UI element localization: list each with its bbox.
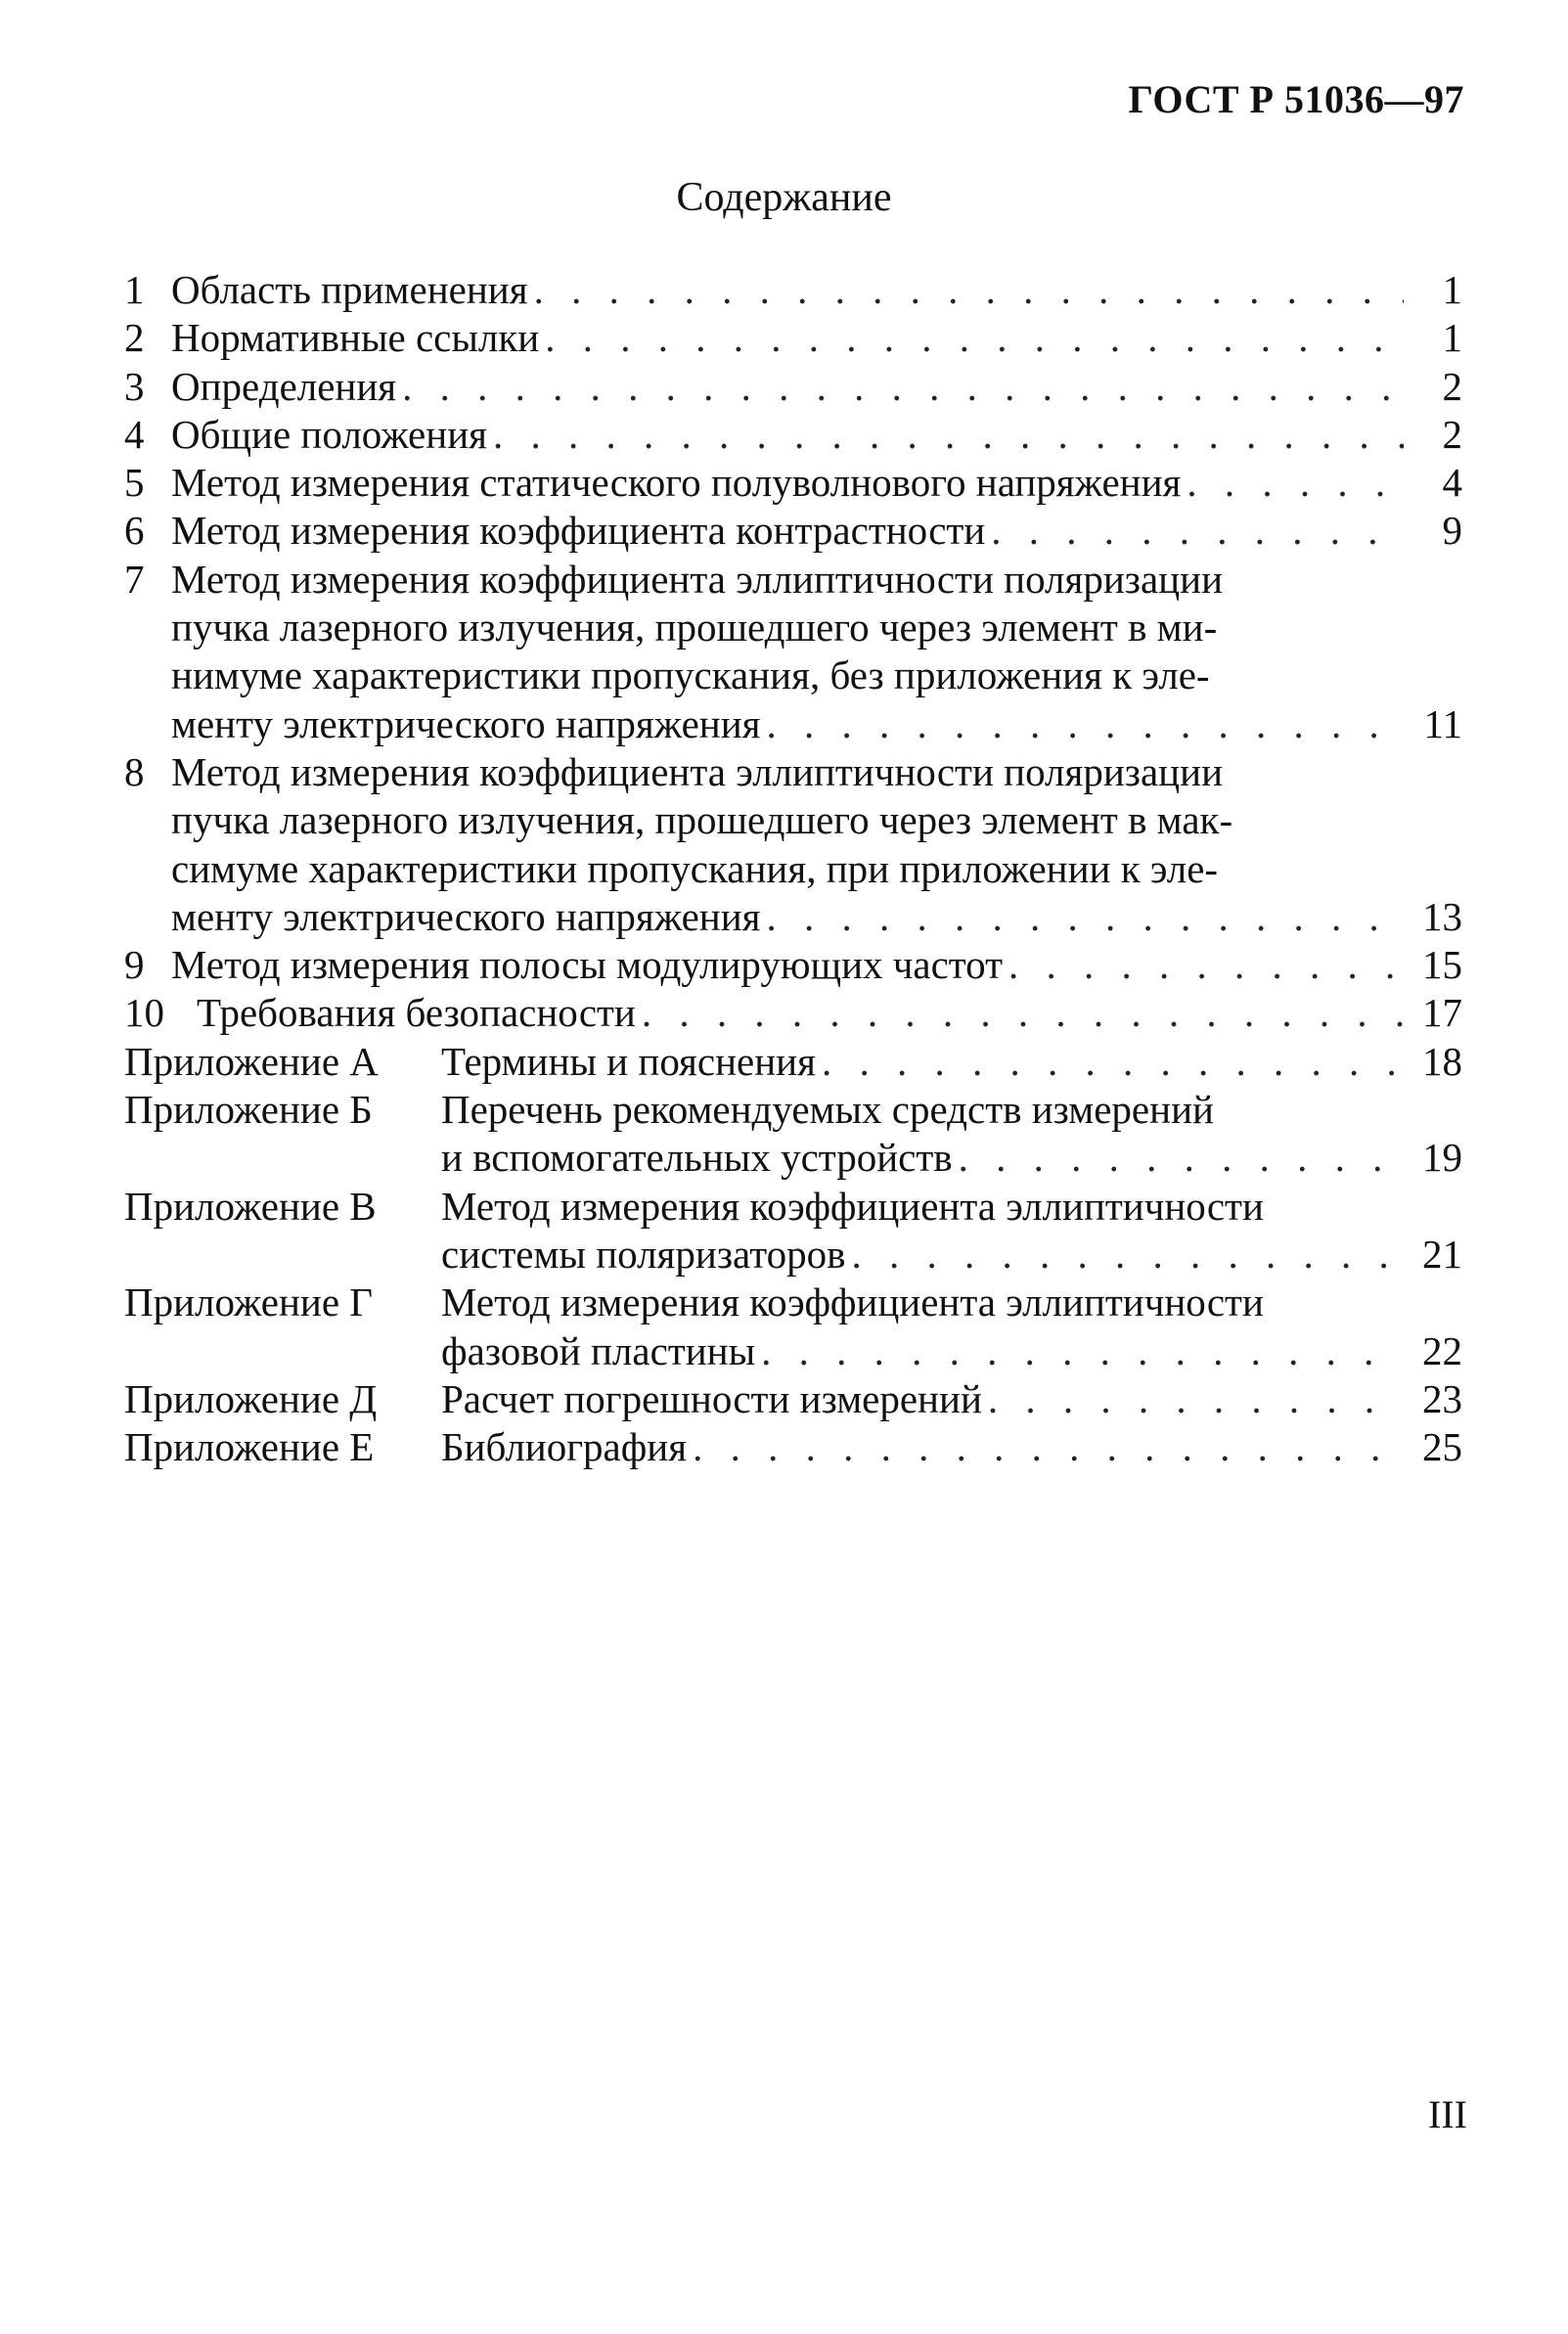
leader-dots bbox=[767, 893, 1404, 941]
toc-entry-page: 22 bbox=[1422, 1327, 1462, 1373]
toc-entry-appendix[interactable] bbox=[124, 1086, 1462, 1183]
toc-entry-title: Библиография bbox=[441, 1424, 688, 1470]
leader-dots bbox=[1008, 941, 1404, 989]
toc-entry[interactable] bbox=[124, 266, 1462, 314]
toc-entry-title-line: менту электрического напряжения bbox=[171, 893, 761, 939]
toc-entry-title-line: системы поляризаторов bbox=[441, 1231, 846, 1277]
toc-entry-number: 5 bbox=[124, 460, 145, 506]
toc-entry-title-line: Метод измерения коэффициента эллиптичности поляризации bbox=[171, 556, 1224, 602]
toc-entry-number: 6 bbox=[124, 508, 145, 554]
toc-entry-page: 2 bbox=[1442, 363, 1462, 409]
toc-entry[interactable] bbox=[124, 507, 1462, 555]
toc-entry-appendix[interactable] bbox=[124, 1375, 1462, 1423]
toc-entry-number: 4 bbox=[124, 411, 145, 457]
document-code: ГОСТ Р 51036—97 bbox=[1128, 77, 1464, 121]
leader-dots bbox=[693, 1423, 1404, 1471]
toc-entry-page: 18 bbox=[1422, 1038, 1462, 1084]
leader-dots bbox=[991, 507, 1404, 555]
leader-dots bbox=[545, 314, 1404, 362]
toc-entry-title-line: Метод измерения коэффициента эллиптичности поляризации bbox=[171, 748, 1224, 794]
toc-entry-number: 1 bbox=[124, 267, 145, 312]
toc-appendix-label: Приложение Б bbox=[124, 1087, 373, 1133]
leader-dots bbox=[988, 1375, 1404, 1423]
toc-appendix-label: Приложение Г bbox=[124, 1279, 374, 1325]
toc-entry-page: 4 bbox=[1442, 460, 1462, 506]
toc-entry[interactable] bbox=[124, 314, 1462, 362]
toc-entry-page: 11 bbox=[1423, 700, 1462, 746]
leader-dots bbox=[959, 1134, 1404, 1182]
toc-entry-title-line: Метод измерения коэффициента эллиптичности bbox=[441, 1183, 1264, 1229]
toc-entry-title: Метод измерения коэффициента контрастности bbox=[171, 508, 986, 554]
toc-entry-title-line: менту электрического напряжения bbox=[171, 700, 761, 746]
toc-entry-title-line: и вспомогательных устройств bbox=[441, 1135, 953, 1181]
toc-entry-title: Область применения bbox=[171, 267, 528, 312]
toc-entry-title: Нормативные ссылки bbox=[171, 315, 540, 361]
toc-entry-page: 21 bbox=[1422, 1231, 1462, 1277]
page-number: III bbox=[1428, 2092, 1467, 2136]
leader-dots bbox=[534, 266, 1404, 314]
toc-entry-appendix[interactable] bbox=[124, 1423, 1462, 1471]
toc-entry-page: 25 bbox=[1422, 1424, 1462, 1470]
toc-entry-title: Термины и пояснения bbox=[441, 1038, 816, 1084]
toc-entry-title: Определения bbox=[171, 363, 397, 409]
leader-dots bbox=[761, 1327, 1404, 1375]
toc-entry[interactable] bbox=[124, 748, 1462, 941]
toc-entry-appendix[interactable] bbox=[124, 1038, 1462, 1086]
leader-dots bbox=[402, 363, 1404, 411]
toc-entry-title: Расчет погрешности измерений bbox=[441, 1375, 982, 1421]
toc-entry-page: 9 bbox=[1442, 508, 1462, 554]
toc-appendix-label: Приложение А bbox=[124, 1038, 379, 1084]
toc-entry-page: 1 bbox=[1442, 267, 1462, 312]
toc-appendix-label: Приложение Е bbox=[124, 1424, 375, 1470]
toc-appendix-label: Приложение Д bbox=[124, 1375, 378, 1421]
toc-entry-appendix[interactable] bbox=[124, 1183, 1462, 1279]
toc-entry-number: 2 bbox=[124, 315, 145, 361]
leader-dots bbox=[493, 411, 1404, 459]
toc-entry-title-line: пучка лазерного излучения, прошедшего через элемент в мак- bbox=[171, 797, 1233, 843]
toc-entry-title-line: пучка лазерного излучения, прошедшего через элемент в ми- bbox=[171, 605, 1218, 651]
toc-entry-title-line: фазовой пластины bbox=[441, 1327, 756, 1373]
leader-dots bbox=[642, 989, 1404, 1037]
toc-entry-title: Метод измерения полосы модулирующих частот bbox=[171, 942, 1004, 988]
toc-entry-page: 13 bbox=[1422, 893, 1462, 939]
toc-entry-title: Требования безопасности bbox=[197, 990, 636, 1036]
toc-entry-appendix[interactable] bbox=[124, 1279, 1462, 1375]
toc-entry[interactable] bbox=[124, 989, 1462, 1037]
toc-entry-title-line: Перечень рекомендуемых средств измерений bbox=[441, 1087, 1214, 1133]
toc-entry-title: Метод измерения статического полуволнового напряжения bbox=[171, 460, 1182, 506]
toc-entry[interactable] bbox=[124, 459, 1462, 507]
toc-entry-page: 15 bbox=[1422, 942, 1462, 988]
table-of-contents bbox=[124, 266, 1462, 1471]
toc-entry-title-line: симуме характеристики пропускания, при приложении к эле- bbox=[171, 845, 1219, 891]
toc-appendix-label: Приложение В bbox=[124, 1183, 377, 1229]
toc-entry-page: 2 bbox=[1442, 411, 1462, 457]
toc-entry[interactable] bbox=[124, 556, 1462, 748]
toc-entry-number: 9 bbox=[124, 942, 145, 988]
toc-entry-number: 8 bbox=[124, 748, 145, 794]
toc-entry-number: 3 bbox=[124, 363, 145, 409]
leader-dots bbox=[822, 1038, 1404, 1086]
toc-entry[interactable] bbox=[124, 411, 1462, 459]
toc-entry[interactable] bbox=[124, 941, 1462, 989]
toc-entry-title-line: нимуме характеристики пропускания, без приложения к эле- bbox=[171, 652, 1210, 698]
toc-title: Содержание bbox=[676, 175, 892, 220]
toc-entry-page: 19 bbox=[1422, 1135, 1462, 1181]
toc-entry-number: 7 bbox=[124, 556, 145, 602]
toc-entry-title: Общие положения bbox=[171, 411, 487, 457]
toc-entry-page: 23 bbox=[1422, 1375, 1462, 1421]
leader-dots bbox=[851, 1231, 1404, 1279]
toc-entry-title-line: Метод измерения коэффициента эллиптичности bbox=[441, 1279, 1264, 1325]
leader-dots bbox=[1187, 459, 1404, 507]
leader-dots bbox=[767, 700, 1404, 748]
toc-entry-page: 17 bbox=[1422, 990, 1462, 1036]
toc-entry-number: 10 bbox=[124, 990, 164, 1036]
toc-entry[interactable] bbox=[124, 363, 1462, 411]
toc-entry-page: 1 bbox=[1442, 315, 1462, 361]
